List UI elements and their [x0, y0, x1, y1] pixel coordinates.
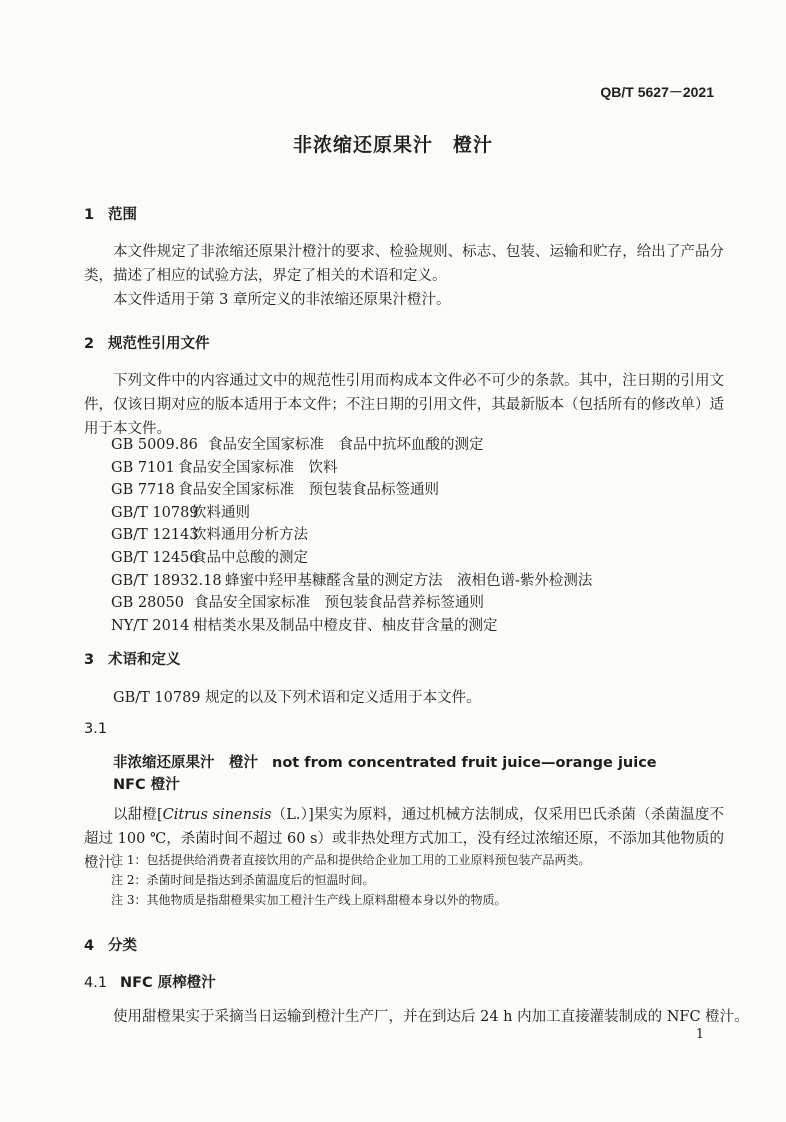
scope-paragraph-2: 本文件适用于第 3 章所定义的非浓缩还原果汁橙汁。	[113, 292, 451, 308]
document-title: 非浓缩还原果汁 橙汁	[292, 134, 493, 156]
section-2-heading	[84, 332, 210, 353]
reference-name: 饮料通用分析方法	[192, 527, 308, 544]
reference-item	[111, 546, 308, 567]
definition-latin-name: Citrus sinensis	[162, 807, 272, 823]
reference-name: 柑桔类水果及制品中橙皮苷、柚皮苷含量的测定	[193, 617, 498, 634]
reference-name: 食品安全国家标准 预包装食品营养标签通则	[194, 595, 484, 612]
reference-code: GB/T 12456	[111, 550, 199, 566]
clause-title: NFC 原榨橙汁	[120, 975, 216, 991]
reference-item	[111, 501, 250, 522]
reference-name: 食品中总酸的测定	[192, 550, 308, 566]
section-title: 范围	[108, 207, 137, 223]
section-number: 4	[84, 938, 95, 954]
note-1: 注 1：包括提供给消费者直接饮用的产品和提供给企业加工用的工业原料预包装产品两类。	[111, 853, 591, 867]
standard-code: QB/T 5627－2021	[600, 84, 714, 100]
section-number: 1	[84, 207, 95, 223]
reference-item	[111, 456, 338, 477]
section-4-heading	[84, 934, 137, 955]
section-number: 2	[84, 336, 95, 352]
section-title: 规范性引用文件	[108, 336, 210, 352]
reference-name: 饮料通则	[192, 504, 250, 521]
terms-intro-paragraph: GB/T 10789 规定的以及下列术语和定义适用于本文件。	[113, 690, 481, 706]
term-abbreviation: NFC 橙汁	[113, 777, 180, 793]
normative-refs-paragraph: 下列文件中的内容通过文中的规范性引用而构成本文件必不可少的条款。其中，注日期的引用文件，仅该日期对应的版本适用于本文件；不注日期的引用文件，其最新版本（包括所有的修改单）适用于本文件。	[84, 373, 724, 437]
scope-paragraph-1: 本文件规定了非浓缩还原果汁橙汁的要求、检验规则、标志、包装、运输和贮存，给出了产品分类，描述了相应的试验方法，界定了相关的术语和定义。	[84, 244, 724, 284]
reference-code: GB/T 10789	[111, 504, 199, 521]
reference-name: 蜂蜜中羟甲基糠醛含量的测定方法 液相色谱-紫外检测法	[225, 572, 593, 589]
reference-code: GB/T 12143	[111, 527, 199, 544]
note-2: 注 2：杀菌时间是指达到杀菌温度后的恒温时间。	[111, 873, 375, 887]
clause-3-1-number: 3.1	[84, 721, 108, 737]
reference-code: GB/T 18932.18	[111, 572, 222, 589]
section-1-heading	[84, 203, 137, 224]
reference-name: 食品安全国家标准 食品中抗坏血酸的测定	[208, 437, 484, 453]
reference-code: GB 5009.86	[111, 437, 198, 453]
clause-4-1-heading	[84, 971, 216, 992]
reference-code: GB 28050	[111, 595, 184, 612]
reference-item	[111, 433, 484, 454]
reference-code: NY/T 2014	[111, 617, 190, 634]
note-3: 注 3：其他物质是指甜橙果实加工橙汁生产线上原料甜橙本身以外的物质。	[111, 893, 507, 907]
reference-item	[111, 478, 439, 499]
reference-name: 食品安全国家标准 预包装食品标签通则	[178, 482, 439, 499]
term-chinese: 非浓缩还原果汁 橙汁	[113, 755, 258, 771]
definition-body: （L.）]果实为原料，通过机械方法制成，仅采用巴氏杀菌（杀菌温度不超过 100 ℃，杀菌时间不超过 60 s）或非热处理方式加工，没有经过浓缩还原，不添加其他物质的橙汁。	[84, 807, 724, 871]
section-number: 3	[84, 652, 95, 668]
term-english: not from concentrated fruit juice—orange juice	[272, 755, 657, 771]
definition-prefix: 以甜橙[	[113, 807, 163, 823]
reference-item	[111, 591, 484, 612]
section-3-heading	[84, 648, 181, 669]
section-title: 术语和定义	[108, 652, 181, 668]
page-number: 1	[695, 1027, 704, 1042]
reference-item	[111, 569, 592, 590]
reference-item	[111, 614, 498, 635]
clause-number: 4.1	[84, 975, 108, 991]
term-entry	[113, 751, 657, 772]
section-title: 分类	[108, 938, 137, 954]
reference-code: GB 7101	[111, 459, 175, 476]
reference-item	[111, 523, 308, 544]
clause-4-1-paragraph: 使用甜橙果实于采摘当日运输到橙汁生产厂，并在到达后 24 h 内加工直接灌装制成的 NFC 橙汁。	[113, 1009, 749, 1025]
reference-code: GB 7718	[111, 482, 175, 499]
reference-name: 食品安全国家标准 饮料	[178, 459, 338, 476]
